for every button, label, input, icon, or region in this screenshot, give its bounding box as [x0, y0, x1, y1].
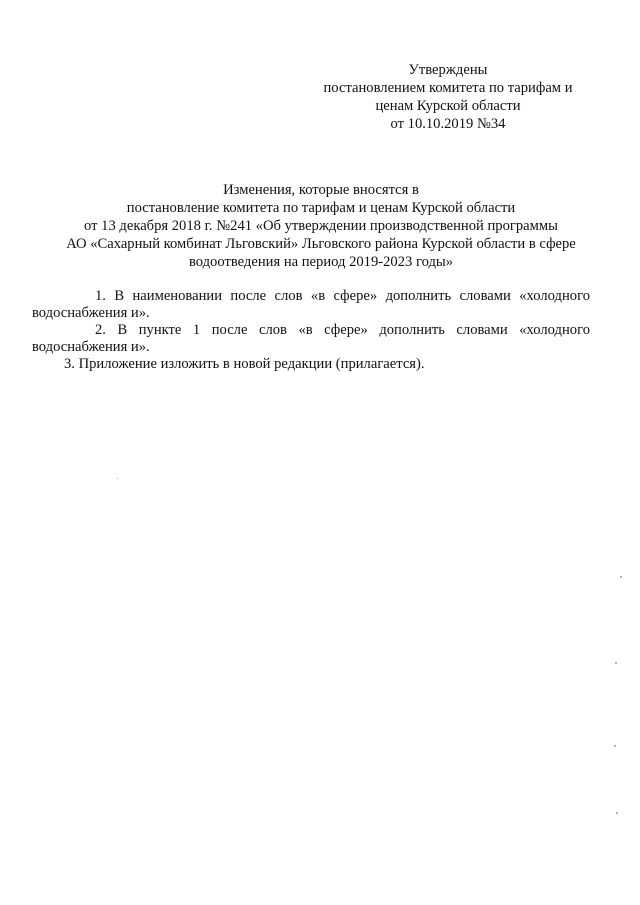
amendments-list: [32, 287, 590, 373]
amendment-text: 1. В наименовании после слов «в сфере» дополнить словами «холодного: [95, 288, 590, 304]
scan-speck: [614, 745, 616, 747]
scan-speck: [620, 576, 622, 578]
amendment-item-2-cont: [32, 338, 590, 356]
amendment-text: 2. В пункте 1 после слов «в сфере» дополнить словами «холодного: [95, 322, 590, 338]
amendment-text-cont: водоснабжения и».: [32, 305, 150, 321]
approval-line: Утверждены: [408, 62, 488, 78]
approval-line: ценам Курской области: [375, 98, 521, 114]
title-line: АО «Сахарный комбинат Льговский» Льговского района Курской области в сфере: [66, 236, 576, 252]
title-line: Изменения, которые вносятся в: [223, 182, 419, 198]
document-title: [40, 181, 602, 271]
scan-speck: [117, 478, 118, 479]
amendment-item-2: [64, 321, 590, 339]
amendment-text: 3. Приложение изложить в новой редакции (прилагается).: [64, 356, 425, 372]
amendment-item-3: [64, 355, 590, 373]
amendment-item-1-cont: [32, 304, 590, 322]
title-line: от 13 декабря 2018 г. №241 «Об утверждении производственной программы: [84, 218, 558, 234]
title-line: водоотведения на период 2019-2023 годы»: [188, 254, 454, 270]
amendment-text-cont: водоснабжения и».: [32, 339, 150, 355]
approval-line: постановлением комитета по тарифам и: [323, 80, 573, 96]
approval-date-line: от 10.10.2019 №34: [390, 116, 506, 132]
approval-block: [300, 61, 596, 133]
scan-speck: [615, 662, 617, 664]
title-line: постановление комитета по тарифам и ценам Курской области: [126, 200, 516, 216]
scan-speck: [616, 812, 618, 814]
amendment-item-1: [64, 287, 590, 305]
